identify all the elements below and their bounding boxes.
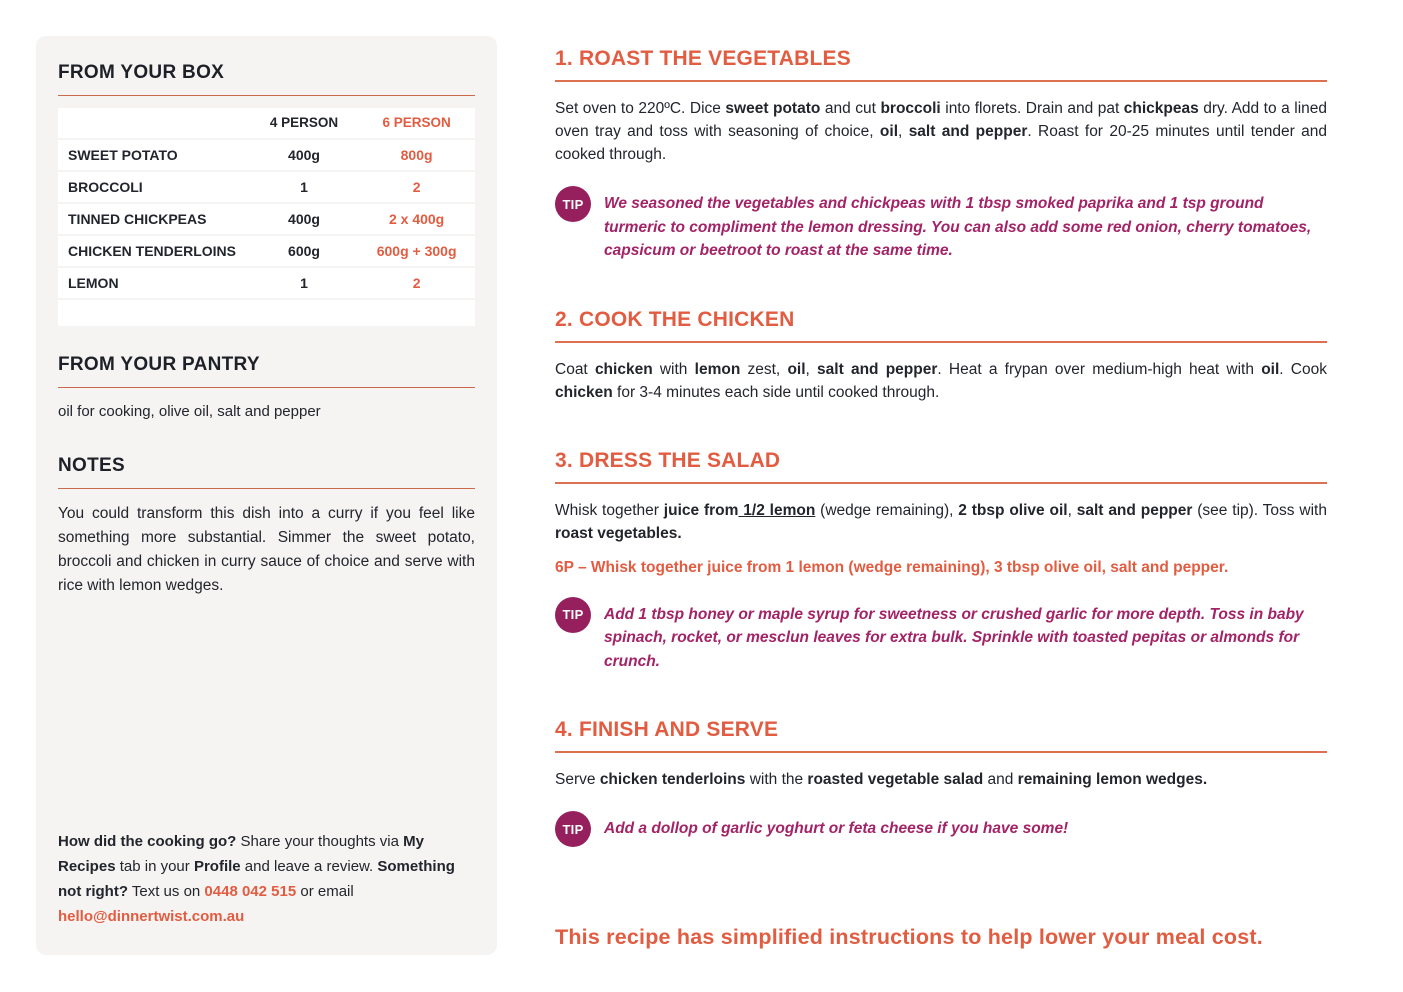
step-2-body: [555, 358, 1327, 404]
text-segment: and cut: [820, 100, 881, 117]
table-spacer-cell: [58, 300, 475, 326]
text-segment: zest,: [740, 360, 788, 378]
six-person-cell: 2 x 400g: [358, 204, 475, 234]
ingredients-table: [58, 106, 475, 328]
text-segment: ,: [898, 123, 909, 140]
six-person-cell: 2: [358, 172, 475, 202]
text-segment: and: [983, 771, 1018, 788]
text-segment: Set oven to 220ºC. Dice: [555, 100, 726, 117]
text-segment: lemon: [694, 360, 741, 378]
step-4-title: 4. FINISH AND SERVE: [555, 718, 1327, 753]
text-segment: 1/2 lemon: [738, 501, 816, 519]
text-segment: juice from: [663, 501, 739, 519]
text-segment: (wedge remaining),: [815, 501, 959, 519]
ingredient-column-header: [58, 108, 250, 138]
ingredient-cell: SWEET POTATO: [58, 140, 250, 170]
step-2-cook-the-chicken: [555, 308, 1327, 404]
text-segment: ,: [805, 360, 818, 378]
text-segment: broccoli: [880, 100, 941, 117]
text-segment: chickpeas: [1123, 100, 1199, 117]
notes-text: You could transform this dish into a curry if you feel like something more substantial. Simmer the sweet potato, broccoli and chicken in curry sauce of choice and serve with rice with lemon wedges.: [58, 505, 475, 594]
text-segment: . Heat a frypan over medium-high heat with: [937, 360, 1262, 378]
text-segment: remaining lemon wedges.: [1017, 771, 1208, 788]
table-row: [58, 172, 475, 202]
text-segment: tab in your: [115, 858, 194, 875]
text-segment: chicken tenderloins: [599, 771, 746, 788]
text-segment: or email: [296, 883, 354, 900]
text-segment: How did the cooking go?: [58, 833, 237, 850]
email-link[interactable]: hello@dinnertwist.com.au: [58, 908, 245, 925]
text-segment: chicken: [594, 360, 653, 378]
four-person-column-header: 4 PERSON: [250, 108, 358, 138]
from-your-box-title: FROM YOUR BOX: [58, 62, 475, 96]
text-segment: sweet potato: [725, 100, 821, 117]
contact-block: [58, 829, 473, 929]
text-segment: and leave a review.: [240, 858, 378, 875]
text-segment: oil: [879, 123, 899, 140]
from-your-pantry-section: [58, 354, 475, 423]
text-segment: Something not right?: [58, 858, 455, 900]
six-person-cell: 2: [358, 268, 475, 298]
step-3-body: [555, 499, 1327, 545]
text-segment: with the: [745, 771, 808, 788]
six-person-cell: 600g + 300g: [358, 236, 475, 266]
four-person-cell: 1: [250, 268, 358, 298]
six-person-variant-note: 6P – Whisk together juice from 1 lemon (wedge remaining), 3 tbsp olive oil, salt and pepper.: [555, 558, 1229, 576]
ingredient-cell: LEMON: [58, 268, 250, 298]
text-segment: Coat: [555, 360, 595, 378]
ingredient-cell: TINNED CHICKPEAS: [58, 204, 250, 234]
ingredient-cell: BROCCOLI: [58, 172, 250, 202]
text-segment: (see tip). Toss with: [1192, 501, 1327, 519]
step-3-title: 3. DRESS THE SALAD: [555, 449, 1327, 484]
from-your-box-section: [58, 62, 475, 328]
pantry-text: oil for cooking, olive oil, salt and pepper: [58, 403, 321, 420]
step-4-finish-and-serve: [555, 718, 1327, 847]
tip-callout: [555, 186, 1327, 263]
text-segment: dry. Add to a lined oven tray and toss with seasoning of choice,: [555, 100, 1328, 140]
text-segment: Share your thoughts via: [236, 833, 404, 850]
step-3-dress-the-salad: [555, 449, 1327, 674]
tip-badge: TIP: [555, 811, 591, 847]
tip-badge: TIP: [555, 597, 591, 633]
four-person-cell: 600g: [250, 236, 358, 266]
text-segment: with: [652, 360, 695, 378]
step-4-body: [555, 768, 1327, 791]
four-person-cell: 400g: [250, 140, 358, 170]
table-row: [58, 140, 475, 170]
table-row: [58, 236, 475, 266]
text-segment: . Cook: [1279, 360, 1327, 378]
text-segment: roast vegetables.: [555, 524, 682, 542]
step-1-body: [555, 97, 1327, 166]
tip-text: Add 1 tbsp honey or maple syrup for sweetness or crushed garlic for more depth. Toss in baby spinach, rocket, or mesclun leaves for extra bulk. Sprinkle with toasted pepitas or almonds for crunch.: [604, 605, 1304, 670]
table-row: [58, 268, 475, 298]
text-segment: 2 tbsp olive oil: [958, 501, 1068, 519]
tip-text: We seasoned the vegetables and chickpeas with 1 tbsp smoked paprika and 1 tsp ground turmeric to compliment the lemon dressing. You can also add some red onion, cherry tomatoes, capsicum or beetroot to roast at the same time.: [604, 195, 1312, 259]
text-segment: Serve: [555, 771, 600, 788]
text-segment: chicken: [555, 383, 613, 401]
sidebar: [36, 36, 497, 955]
tip-badge: TIP: [555, 186, 591, 222]
notes-section: [58, 455, 475, 598]
step-2-title: 2. COOK THE CHICKEN: [555, 308, 1327, 343]
tip-callout: [555, 597, 1327, 674]
simplified-instructions-note: This recipe has simplified instructions to help lower your meal cost.: [555, 925, 1263, 949]
four-person-cell: 400g: [250, 204, 358, 234]
text-segment: roasted vegetable salad: [807, 771, 984, 788]
text-segment: oil: [787, 360, 806, 378]
tip-callout: [555, 811, 1327, 847]
text-segment: Whisk together: [555, 501, 664, 519]
text-segment: salt and pepper: [1076, 501, 1193, 519]
phone-link[interactable]: 0448 042 515: [204, 883, 297, 900]
step-1-title: 1. ROAST THE VEGETABLES: [555, 47, 1327, 82]
four-person-cell: 1: [250, 172, 358, 202]
text-segment: into florets. Drain and pat: [940, 100, 1124, 117]
six-person-column-header: 6 PERSON: [358, 108, 475, 138]
from-your-pantry-title: FROM YOUR PANTRY: [58, 354, 475, 388]
table-row: [58, 204, 475, 234]
six-person-cell: 800g: [358, 140, 475, 170]
notes-title: NOTES: [58, 455, 475, 489]
tip-text: Add a dollop of garlic yoghurt or feta cheese if you have some!: [604, 820, 1069, 837]
text-segment: for 3-4 minutes each side until cooked through.: [612, 383, 940, 401]
text-segment: My Recipes: [58, 833, 424, 875]
text-segment: oil: [1261, 360, 1280, 378]
table-spacer-row: [58, 300, 475, 326]
ingredient-cell: CHICKEN TENDERLOINS: [58, 236, 250, 266]
text-segment: salt and pepper: [908, 123, 1028, 140]
text-segment: ,: [1067, 501, 1077, 519]
instructions-column: [555, 47, 1327, 847]
text-segment: Text us on: [127, 883, 205, 900]
step-1-roast-the-vegetables: [555, 47, 1327, 263]
text-segment: salt and pepper: [817, 360, 938, 378]
text-segment: . Roast for 20-25 minutes until tender and cooked through.: [555, 123, 1327, 163]
text-segment: Profile: [193, 858, 241, 875]
table-header-row: [58, 108, 475, 138]
